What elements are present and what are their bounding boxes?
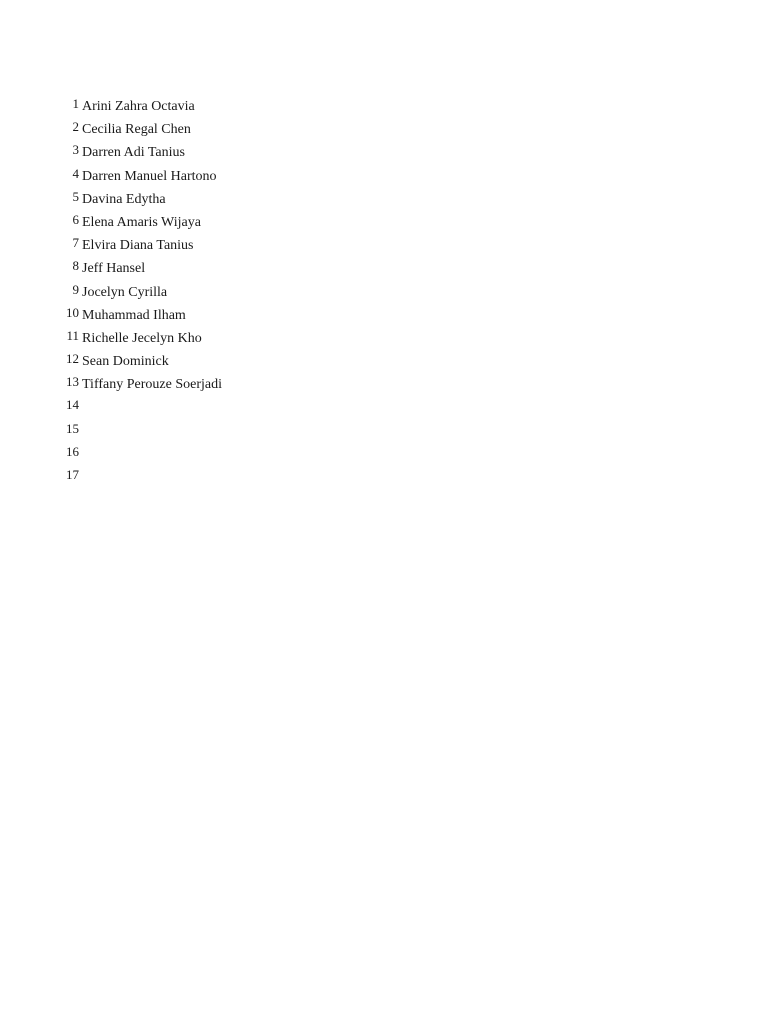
row-name: Jeff Hansel: [82, 261, 146, 277]
row-number: 5: [72, 188, 79, 204]
row-number: 1: [72, 96, 79, 111]
row-number: 13: [66, 374, 79, 390]
row-number: 16: [66, 443, 79, 459]
list-item: [62, 396, 222, 419]
row-number: 9: [72, 281, 79, 297]
list-item: [62, 211, 222, 234]
row-number: 6: [72, 211, 79, 227]
list-item: [62, 466, 222, 489]
row-name: Richelle Jecelyn Kho: [82, 330, 202, 346]
list-item: [62, 281, 222, 304]
list-item: [62, 141, 222, 164]
row-name: Arini Zahra Octavia: [82, 99, 195, 114]
list-item: [62, 234, 222, 257]
row-number: 11: [66, 327, 79, 343]
list-item: [62, 420, 222, 443]
row-name: Jocelyn Cyrilla: [82, 284, 168, 300]
row-name: Elvira Diana Tanius: [82, 238, 194, 254]
row-name: Cecilia Regal Chen: [82, 122, 191, 138]
list-item: [62, 95, 222, 118]
row-number: 17: [66, 467, 79, 482]
row-name: Muhammad Ilham: [82, 307, 186, 323]
row-name: Tiffany Perouze Soerjadi: [82, 377, 222, 393]
name-list: [62, 95, 222, 489]
list-item: [62, 257, 222, 280]
list-item: [62, 188, 222, 211]
row-number: 2: [72, 119, 79, 135]
row-number: 3: [72, 142, 79, 158]
row-number: 7: [72, 235, 79, 251]
row-number: 12: [66, 351, 79, 367]
row-name: Darren Adi Tanius: [82, 145, 185, 161]
row-number: 10: [66, 304, 79, 320]
list-item: [62, 443, 222, 466]
row-name: Elena Amaris Wijaya: [82, 214, 201, 230]
row-name: Davina Edytha: [82, 191, 166, 207]
row-number: 14: [66, 397, 79, 413]
list-item: [62, 373, 222, 396]
row-name: Darren Manuel Hartono: [82, 168, 217, 184]
row-number: 15: [66, 420, 79, 436]
list-item: [62, 118, 222, 141]
list-item: [62, 327, 222, 350]
list-item: [62, 350, 222, 373]
row-number: 4: [72, 165, 79, 181]
row-number: 8: [72, 258, 79, 274]
list-item: [62, 165, 222, 188]
row-name: Sean Dominick: [82, 354, 169, 370]
list-item: [62, 304, 222, 327]
